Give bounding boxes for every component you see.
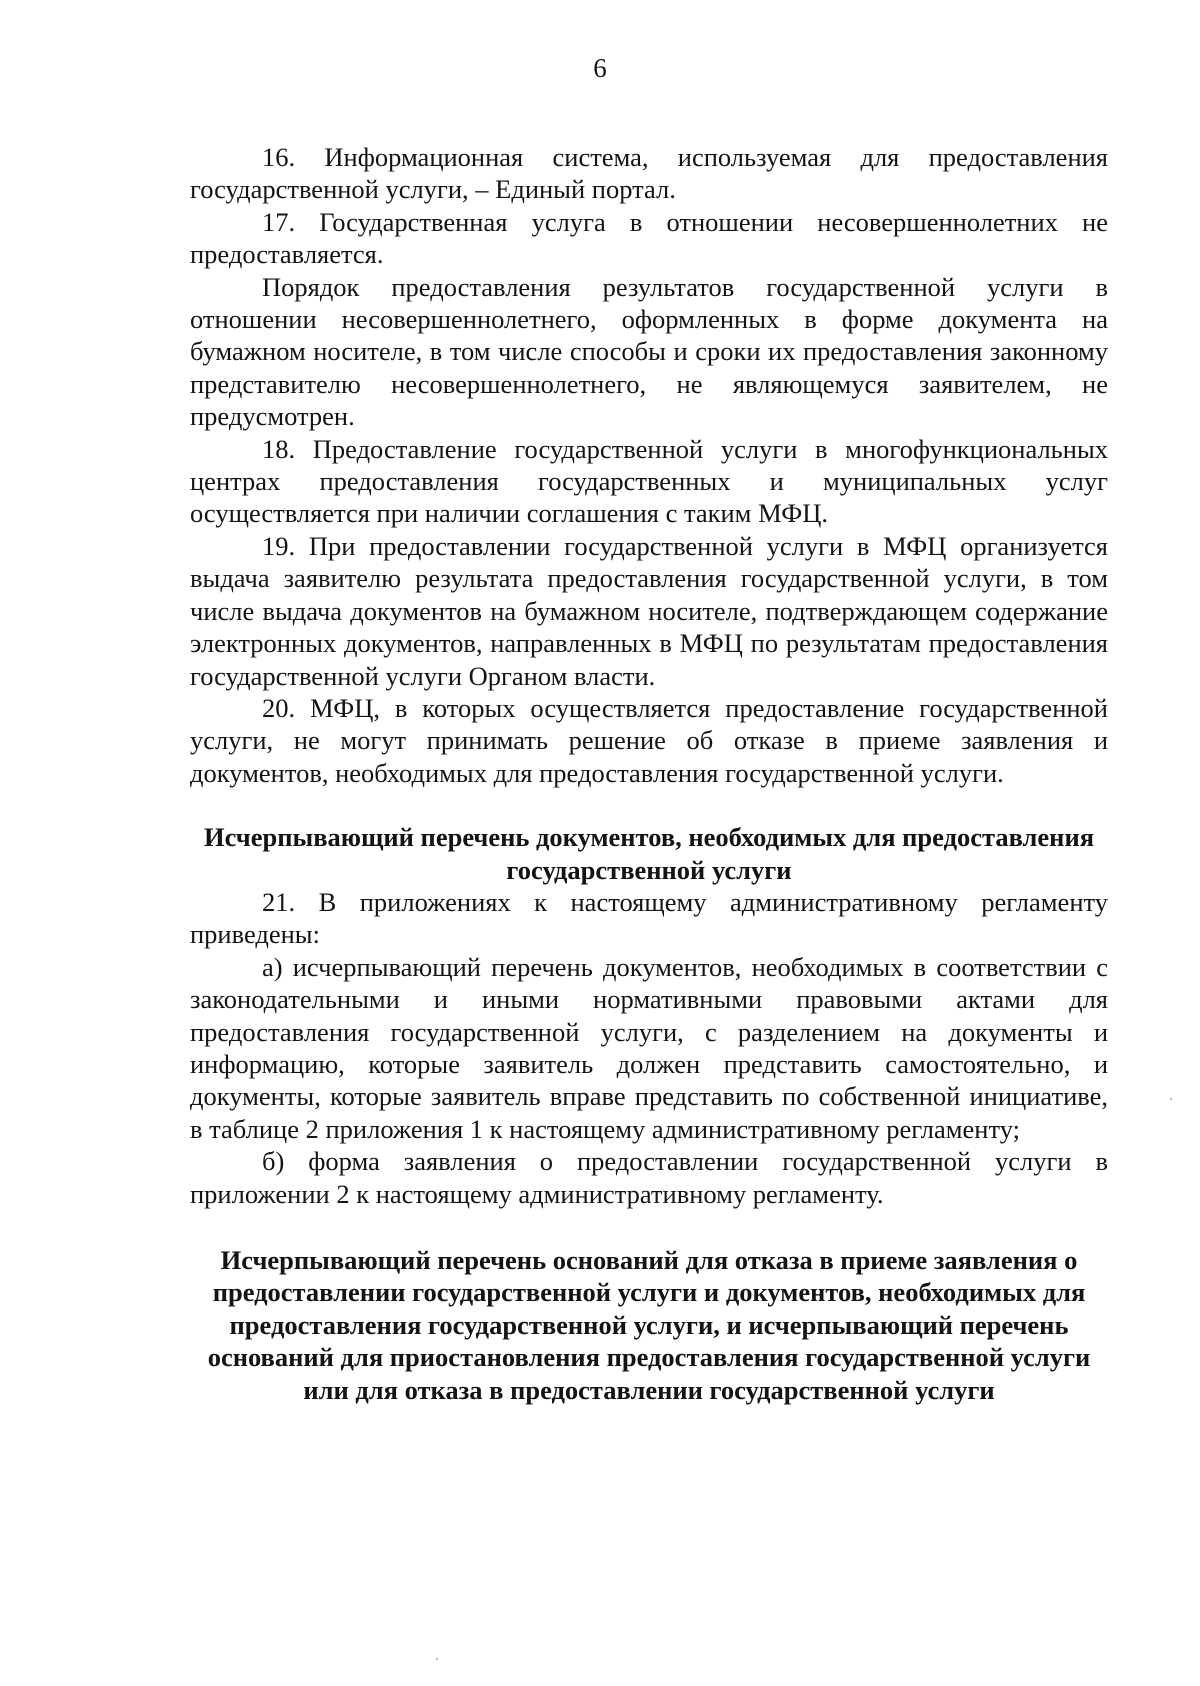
paragraph-21: 21. В приложениях к настоящему административному регламенту приведены: (190, 886, 1108, 950)
section-heading-documents: Исчерпывающий перечень документов, необходимых для предоставления государственной услуги (203, 822, 1095, 885)
page-number: 6 (593, 53, 607, 83)
paragraph-17-order: Порядок предоставления результатов государственной услуги в отношении несовершеннолетнего, оформленных в форме документа на бумажном носителе, в том числе способы и сроки их предоставления законному представителю несовершеннолетнего, не являющемуся заявителем, не предусмотрен. (190, 271, 1108, 432)
paragraph-20: 20. МФЦ, в которых осуществляется предоставление государственной услуги, не могут принимать решение об отказе в приеме заявления и документов, необходимых для предоставления государственной услуги. (190, 692, 1108, 788)
paragraph-16: 16. Информационная система, используемая для предоставления государственной услуги, – Единый портал. (190, 142, 1108, 205)
spacer (190, 789, 1108, 821)
list-item-a: а) исчерпывающий перечень документов, необходимых в соответствии с законодательными и иными нормативными правовыми актами для предоставления государственной услуги, с разделением на документы и информацию, которые заявитель должен представить самостоятельно, и документы, которые заявитель вправе представить по собственной инициативе, в таблице 2 приложения 1 к настоящему административному регламенту; (190, 951, 1108, 1144)
scan-speck (436, 1658, 438, 1660)
paragraph-18: 18. Предоставление государственной услуги в многофункциональных центрах предоставления государственных и муниципальных услуг осуществляется при наличии соглашения с таким МФЦ. (190, 433, 1108, 529)
list-item-b: б) форма заявления о предоставлении государственной услуги в приложении 2 к настоящему административному регламенту. (190, 1146, 1108, 1209)
paragraph-19: 19. При предоставлении государственной услуги в МФЦ организуется выдача заявителю результата предоставления государственной услуги, в том числе выдача документов на бумажном носителе, подтверждающем содержание электронных документов, направленных в МФЦ по результатам предоставления государственной услуги Органом власти. (190, 530, 1108, 691)
section-heading-refusal-grounds: Исчерпывающий перечень оснований для отказа в приеме заявления о предоставлении государственной услуги и документов, необходимых для предоставления государственной услуги, и исчерпывающий перечень оснований для приостановления предоставления государственной услуги или для отказа в предоставлении государственной услуги (207, 1245, 1091, 1405)
paragraph-17: 17. Государственная услуга в отношении несовершеннолетних не предоставляется. (190, 206, 1108, 270)
scan-speck (1170, 1098, 1172, 1100)
document-body (190, 141, 1108, 1406)
spacer (190, 1210, 1108, 1244)
